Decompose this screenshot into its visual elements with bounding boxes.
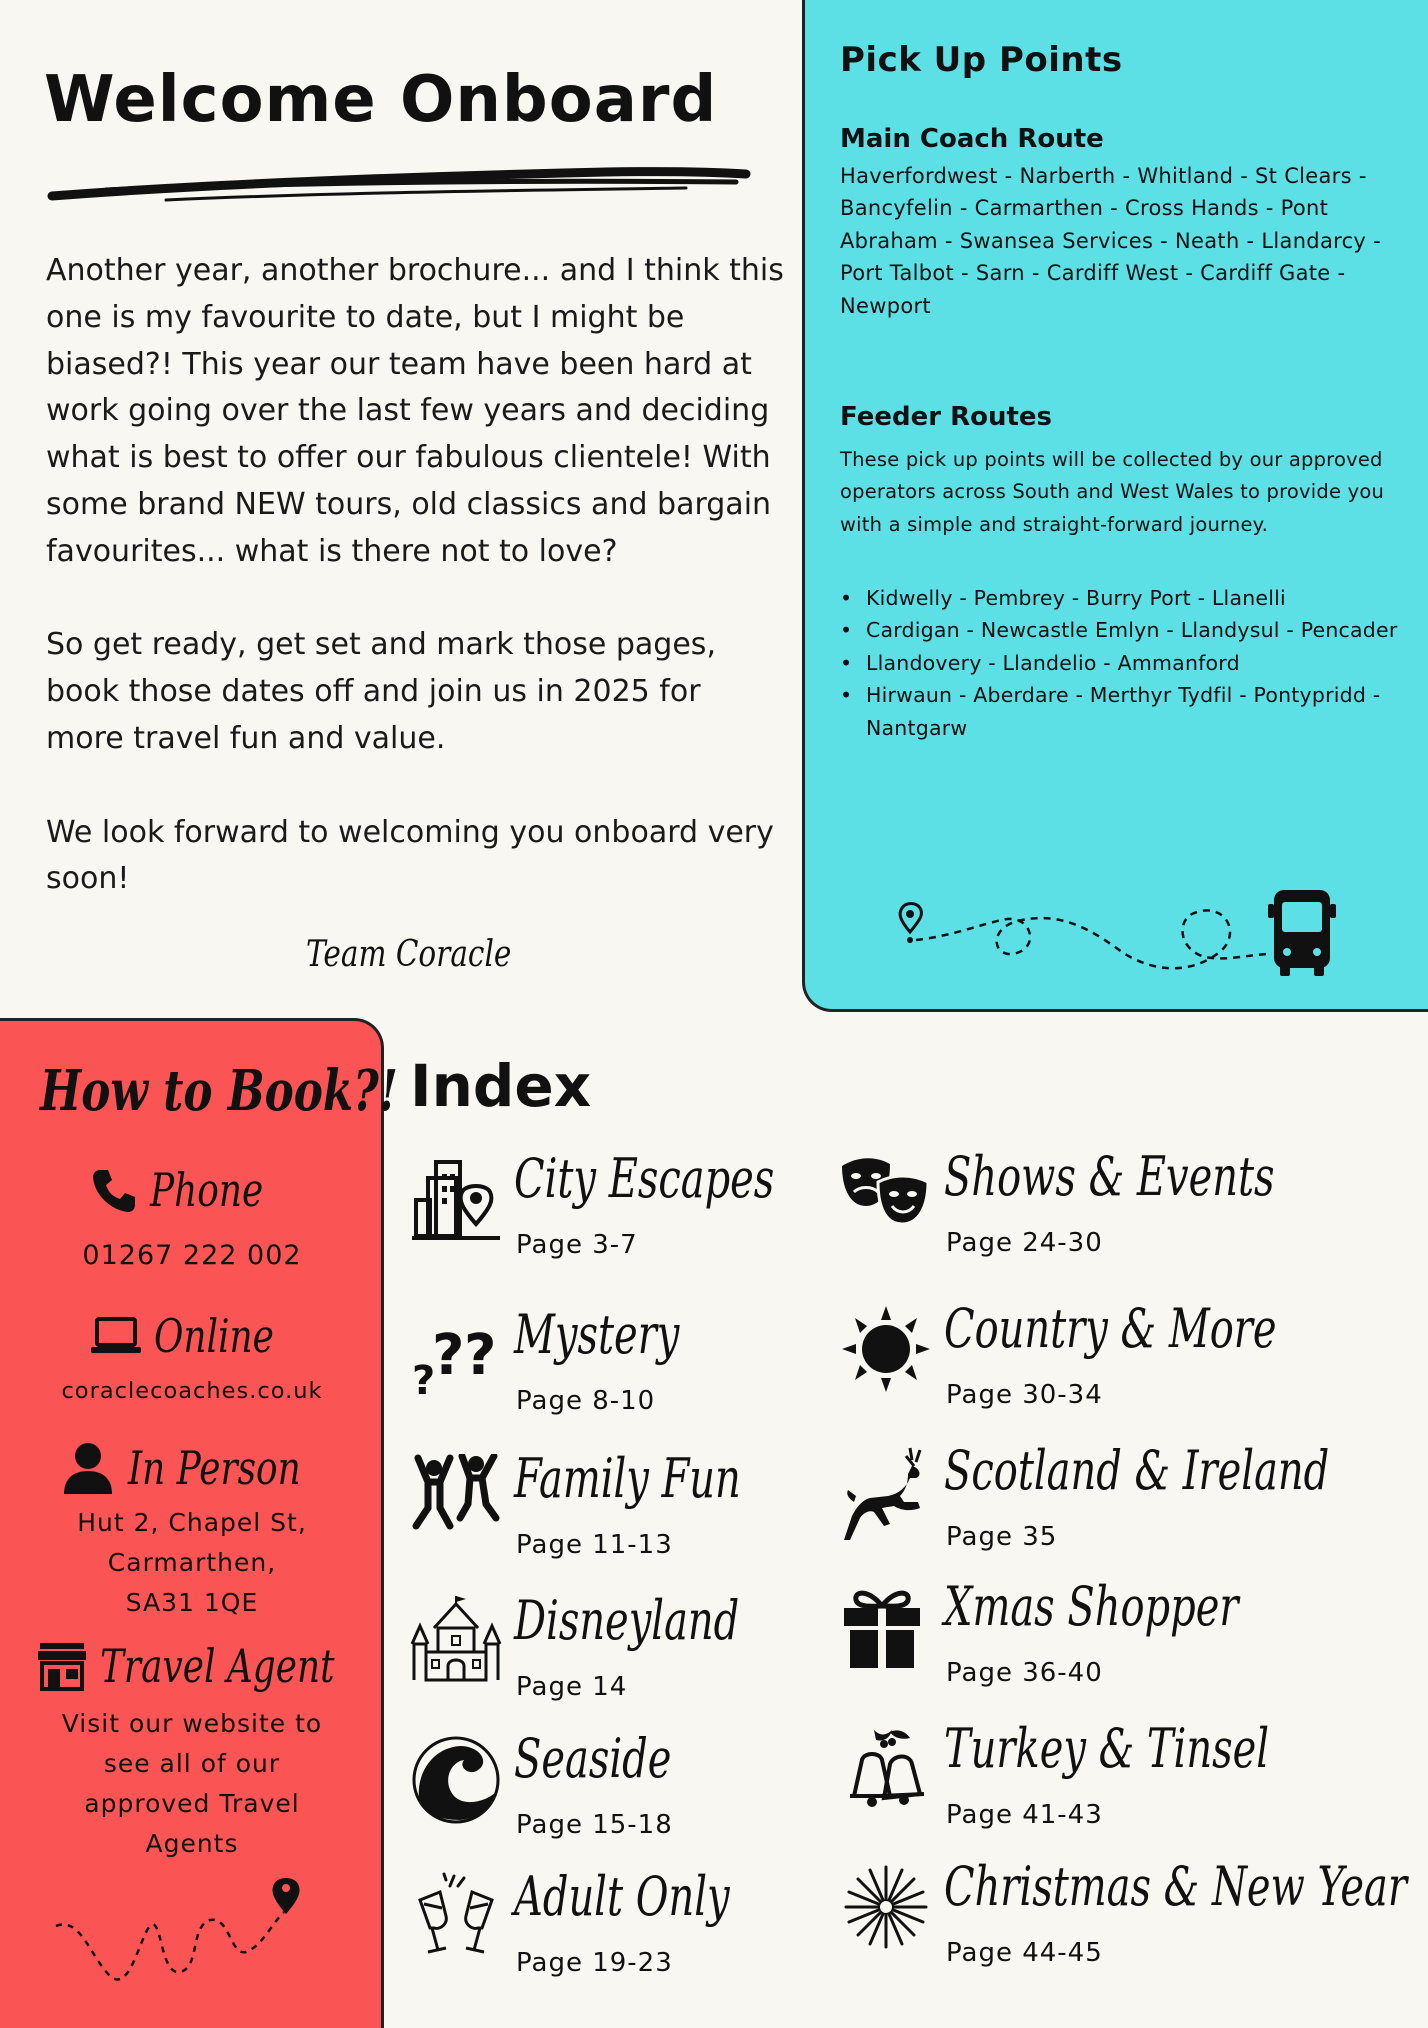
how-to-book-title: How to Book?! [40,1058,398,1124]
phone-heading [90,1162,295,1218]
website-link[interactable]: coraclecoaches.co.uk [61,1378,323,1404]
dotted-route-illustration [50,1876,320,1996]
phone-number[interactable]: 01267 222 002 [82,1240,302,1271]
location-pin-icon [273,1878,300,1914]
svg-text:?: ? [464,1323,497,1388]
index-item-pages: Page 41-43 [946,1800,1103,1830]
index-item-pages: Page 24-30 [946,1228,1103,1258]
welcome-paragraph: We look forward to welcoming you onboard very soon! [46,814,774,897]
index-item-pages: Page 11-13 [516,1530,673,1560]
travel-agent-line: see all of our [103,1749,281,1778]
welcome-title: Welcome Onboard [44,63,718,137]
gift-icon [840,1582,932,1672]
travel-agent-label: Travel Agent [100,1639,335,1693]
travel-agent-line: Agents [145,1829,239,1858]
index-item-pages: Page 14 [516,1672,628,1702]
travel-agent-info [0,1704,384,1864]
list-item: • Hirwaun - Aberdare - Merthyr Tydfil - Pontypridd - Nantgarw [836,679,1406,744]
question-marks-icon [410,1310,502,1400]
index-item-pages: Page 30-34 [946,1380,1103,1410]
travel-agent-line: Visit our website to [61,1709,323,1738]
index-title: Index [410,1052,592,1120]
main-route-stops: Haverfordwest - Narberth - Whitland - St Clears - Bancyfelin - Carmarthen - Cross Hands - Pont Abraham - Swansea Services - Neath - Llandarcy - Port Talbot - Sarn - Cardiff West - Cardiff Gate - Newport [840,164,1382,318]
phone-label: Phone [150,1163,264,1217]
svg-text:?: ? [412,1358,436,1400]
index-item-name: Shows & Events [944,1145,1275,1208]
index-item-pages: Page 44-45 [946,1938,1103,1968]
list-item: • Cardigan - Newcastle Emlyn - Llandysul - Pencader [836,614,1406,646]
index-item-pages: Page 8-10 [516,1386,656,1416]
index-item-name: Xmas Shopper [944,1575,1239,1638]
svg-text:?: ? [432,1323,465,1388]
theatre-masks-icon [840,1152,932,1242]
feeder-routes-list [836,582,1406,744]
brush-stroke-divider [46,160,756,206]
travel-agent-heading [36,1638,401,1694]
address [0,1503,384,1623]
location-pin-icon [900,904,921,944]
index-item-name: Disneyland [514,1589,740,1652]
reindeer-icon [840,1446,932,1546]
in-person-heading [60,1440,349,1496]
index-item-pages: Page 15-18 [516,1810,673,1840]
main-route-title: Main Coach Route [840,124,1104,154]
index-item-pages: Page 35 [946,1522,1058,1552]
bus-route-illustration [892,880,1342,990]
welcome-paragraph: So get ready, get set and mark those pages, book those dates off and join us in 2025 for more travel fun and value. [46,627,716,756]
welcome-message [46,248,786,903]
online-heading [90,1308,308,1364]
index-item-name: Country & More [944,1297,1277,1360]
wave-icon [410,1734,502,1824]
sun-icon [840,1304,932,1394]
index-item-name: Adult Only [514,1865,730,1928]
index-item-name: Christmas & New Year [944,1855,1407,1918]
castle-icon [410,1596,502,1686]
address-line: Carmarthen, [107,1548,277,1577]
city-pin-icon [410,1154,502,1244]
bus-icon [1268,890,1336,976]
index-item-name: City Escapes [514,1147,775,1210]
pickup-points-title: Pick Up Points [840,40,1123,80]
index-item-name: Family Fun [514,1447,741,1510]
index-item-pages: Page 36-40 [946,1658,1103,1688]
online-label: Online [154,1309,274,1363]
index-item-pages: Page 19-23 [516,1948,673,1978]
list-item: • Kidwelly - Pembrey - Burry Port - Llanelli [836,582,1406,614]
travel-agent-line: approved Travel [84,1789,300,1818]
shop-icon [36,1641,88,1691]
fireworks-icon [840,1862,932,1952]
person-icon [60,1440,116,1496]
index-item-name: Scotland & Ireland [944,1439,1330,1502]
index-item-name: Seaside [514,1727,672,1790]
bells-holly-icon [840,1724,932,1814]
in-person-label: In Person [128,1441,301,1495]
feeder-routes-title: Feeder Routes [840,402,1053,432]
address-line: Hut 2, Chapel St, [77,1508,307,1537]
list-item: • Llandovery - Llandelio - Ammanford [836,647,1406,679]
index-item-pages: Page 3-7 [516,1230,638,1260]
feeder-routes-intro: These pick up points will be collected by our approved operators across South and West Wales to provide you with a simple and straight-forward journey. [840,448,1385,536]
welcome-paragraph: Another year, another brochure... and I think this one is my favourite to date, but I might be biased?! This year our team have been hard at work going over the last few years and deciding what is best to offer our fabulous clientele! With some brand NEW tours, old classics and bargain favourites... what is there not to love? [46,253,784,569]
champagne-glasses-icon [410,1872,502,1962]
address-line: SA31 1QE [125,1588,259,1617]
index-item-name: Mystery [514,1303,680,1366]
index-item-name: Turkey & Tinsel [944,1717,1270,1780]
laptop-icon [90,1316,142,1356]
phone-icon [90,1166,138,1214]
jumping-people-icon [410,1454,502,1544]
signature: Team Coracle [306,934,512,975]
